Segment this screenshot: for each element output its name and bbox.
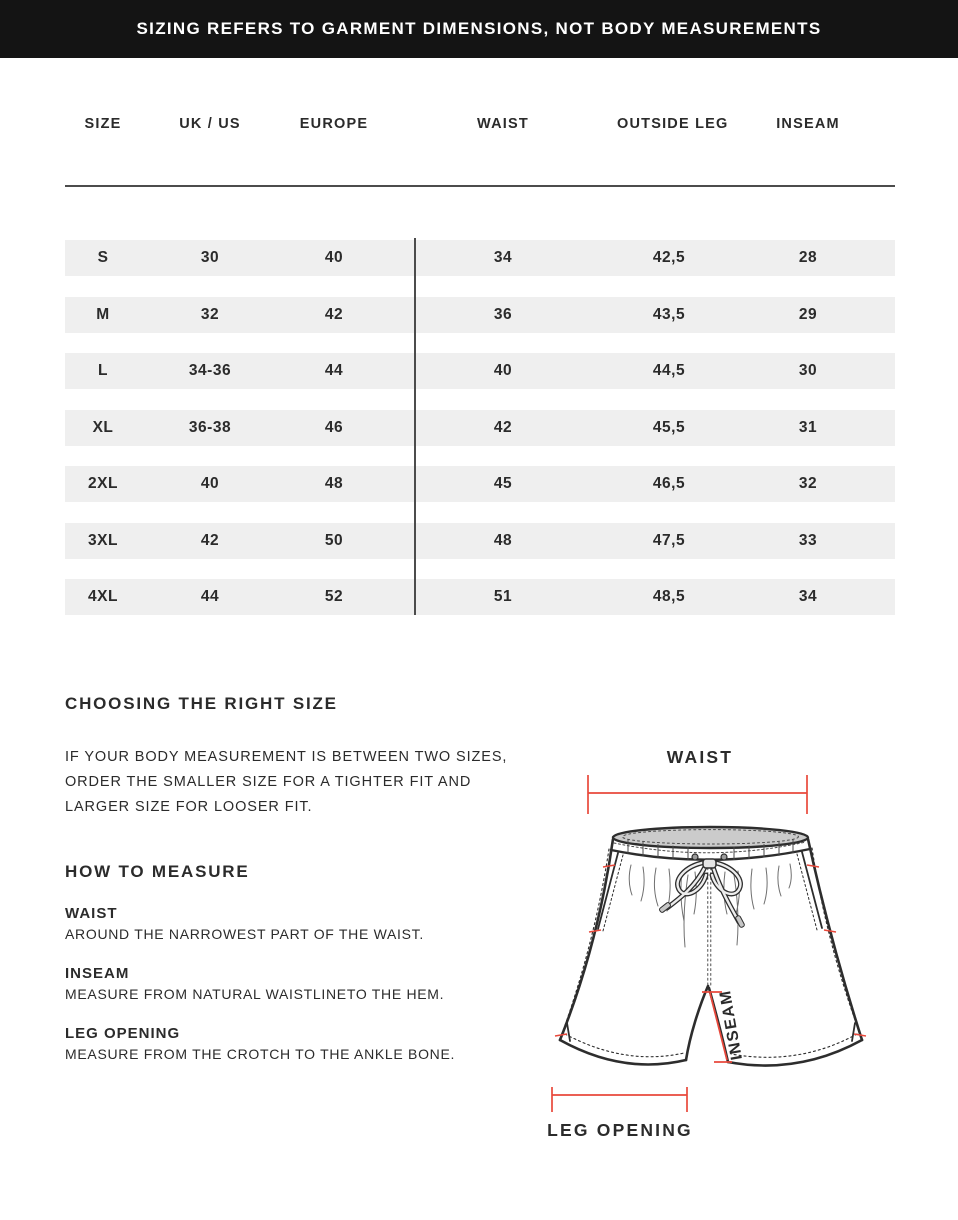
left-eyelet <box>692 854 698 860</box>
size-cell: M <box>96 305 110 323</box>
left-outseam <box>560 839 613 1040</box>
diagram-inseam-label: INSEAM <box>716 988 746 1062</box>
outside-leg-cell: 45,5 <box>652 418 686 436</box>
left-hem-stitch <box>565 1034 684 1057</box>
col-header-size: SIZE <box>84 116 122 132</box>
waist-cell: 40 <box>493 362 513 379</box>
uk-us-cell: 36-38 <box>188 418 232 436</box>
size-table-header <box>65 116 895 132</box>
measure-description: AROUND THE NARROWEST PART OF THE WAIST. <box>65 926 424 942</box>
size-cell: 2XL <box>88 475 118 492</box>
body-line: LARGER SIZE FOR LOOSER FIT. <box>65 799 313 815</box>
waist-cell: 34 <box>493 249 513 266</box>
waist-cell: 45 <box>493 475 513 492</box>
waist-dimension-line <box>588 775 807 814</box>
left-hem-slit <box>567 1023 570 1041</box>
europe-cell: 42 <box>324 305 344 323</box>
how-to-measure-title: HOW TO MEASURE <box>65 862 250 881</box>
choosing-size-body <box>65 745 565 820</box>
body-line: IF YOUR BODY MEASUREMENT IS BETWEEN TWO SIZES, <box>65 749 508 765</box>
size-cell: L <box>98 362 108 379</box>
waist-cell: 48 <box>493 531 513 549</box>
europe-cell: 40 <box>324 249 344 266</box>
left-hem <box>560 1040 686 1065</box>
outside-leg-cell: 42,5 <box>652 249 686 266</box>
right-outseam <box>808 839 862 1040</box>
size-cell: XL <box>92 418 114 436</box>
table-row <box>65 353 895 389</box>
outside-leg-cell: 46,5 <box>652 475 686 492</box>
uk-us-cell: 42 <box>200 531 220 549</box>
measure-label: LEG OPENING <box>65 1025 181 1042</box>
europe-cell: 46 <box>324 418 344 436</box>
right-eyelet <box>721 854 727 860</box>
diagram-leg-opening-label: LEG OPENING <box>547 1120 693 1140</box>
waist-cell: 36 <box>493 305 513 323</box>
shorts-measurement-diagram <box>538 735 958 1175</box>
table-row <box>65 466 895 502</box>
inseam-cell: 29 <box>798 305 818 323</box>
outside-leg-cell: 44,5 <box>652 362 686 379</box>
drawstring-knot <box>703 859 716 868</box>
size-cell: 3XL <box>88 531 118 549</box>
left-aglet <box>659 902 672 913</box>
sizing-note-banner <box>0 0 958 58</box>
uk-us-cell: 30 <box>200 249 220 266</box>
uk-us-cell: 34-36 <box>188 362 232 379</box>
table-column-divider <box>414 238 416 615</box>
inseam-cell: 30 <box>798 362 818 379</box>
uk-us-cell: 44 <box>200 588 220 605</box>
center-front-seam <box>708 863 711 986</box>
inseam-cell: 32 <box>798 475 818 492</box>
outside-leg-cell: 47,5 <box>652 531 686 549</box>
body-line: ORDER THE SMALLER SIZE FOR A TIGHTER FIT AND <box>65 774 472 790</box>
europe-cell: 52 <box>324 588 344 605</box>
col-header-waist: WAIST <box>477 116 529 132</box>
measure-label: WAIST <box>65 905 118 922</box>
waistband-bottom <box>611 849 810 860</box>
size-cell: 4XL <box>88 588 118 605</box>
table-row <box>65 240 895 276</box>
measure-label: INSEAM <box>65 965 130 982</box>
outside-leg-cell: 48,5 <box>652 588 686 605</box>
table-row <box>65 410 895 446</box>
right-hem-stitch <box>731 1034 857 1057</box>
table-row <box>65 297 895 333</box>
inseam-cell: 28 <box>798 249 818 266</box>
size-cell: S <box>97 249 109 266</box>
header-rule <box>65 185 895 187</box>
right-hem-slit <box>852 1023 855 1041</box>
drawstring <box>659 859 745 928</box>
col-header-europe: EUROPE <box>299 116 369 132</box>
inseam-cell: 31 <box>798 418 818 436</box>
waist-cell: 42 <box>493 418 513 436</box>
uk-us-cell: 32 <box>200 305 220 323</box>
leg-opening-dimension-line <box>552 1087 687 1112</box>
choosing-size-title: CHOOSING THE RIGHT SIZE <box>65 694 338 713</box>
outside-leg-cell: 43,5 <box>652 305 686 323</box>
measure-item-leg-opening <box>65 1024 565 1064</box>
col-header-outside-leg: OUTSIDE LEG <box>617 116 729 132</box>
crotch-left-edge <box>686 986 708 1060</box>
waist-cell: 51 <box>493 588 513 605</box>
europe-cell: 48 <box>324 475 344 492</box>
measure-description: MEASURE FROM THE CROTCH TO THE ANKLE BONE. <box>65 1046 456 1062</box>
measure-description: MEASURE FROM NATURAL WAISTLINETO THE HEM. <box>65 986 445 1002</box>
inseam-cell: 33 <box>798 531 818 549</box>
left-outseam-stitch <box>563 849 609 1031</box>
europe-cell: 50 <box>324 531 344 549</box>
diagram-waist-label: WAIST <box>666 747 734 767</box>
measure-item-inseam <box>65 964 565 1004</box>
table-row <box>65 523 895 559</box>
how-to-measure-section <box>65 862 565 1064</box>
measure-item-waist <box>65 904 565 944</box>
col-header-uk-us: UK / US <box>179 116 241 132</box>
col-header-inseam: INSEAM <box>776 116 840 132</box>
inseam-cell: 34 <box>798 588 818 605</box>
choosing-size-section <box>65 694 565 820</box>
sizing-note-text: SIZING REFERS TO GARMENT DIMENSIONS, NOT BODY MEASUREMENTS <box>136 19 822 38</box>
europe-cell: 44 <box>324 362 344 379</box>
right-hem <box>728 1040 862 1066</box>
table-row <box>65 579 895 615</box>
size-table-body <box>65 240 895 636</box>
uk-us-cell: 40 <box>200 475 220 492</box>
